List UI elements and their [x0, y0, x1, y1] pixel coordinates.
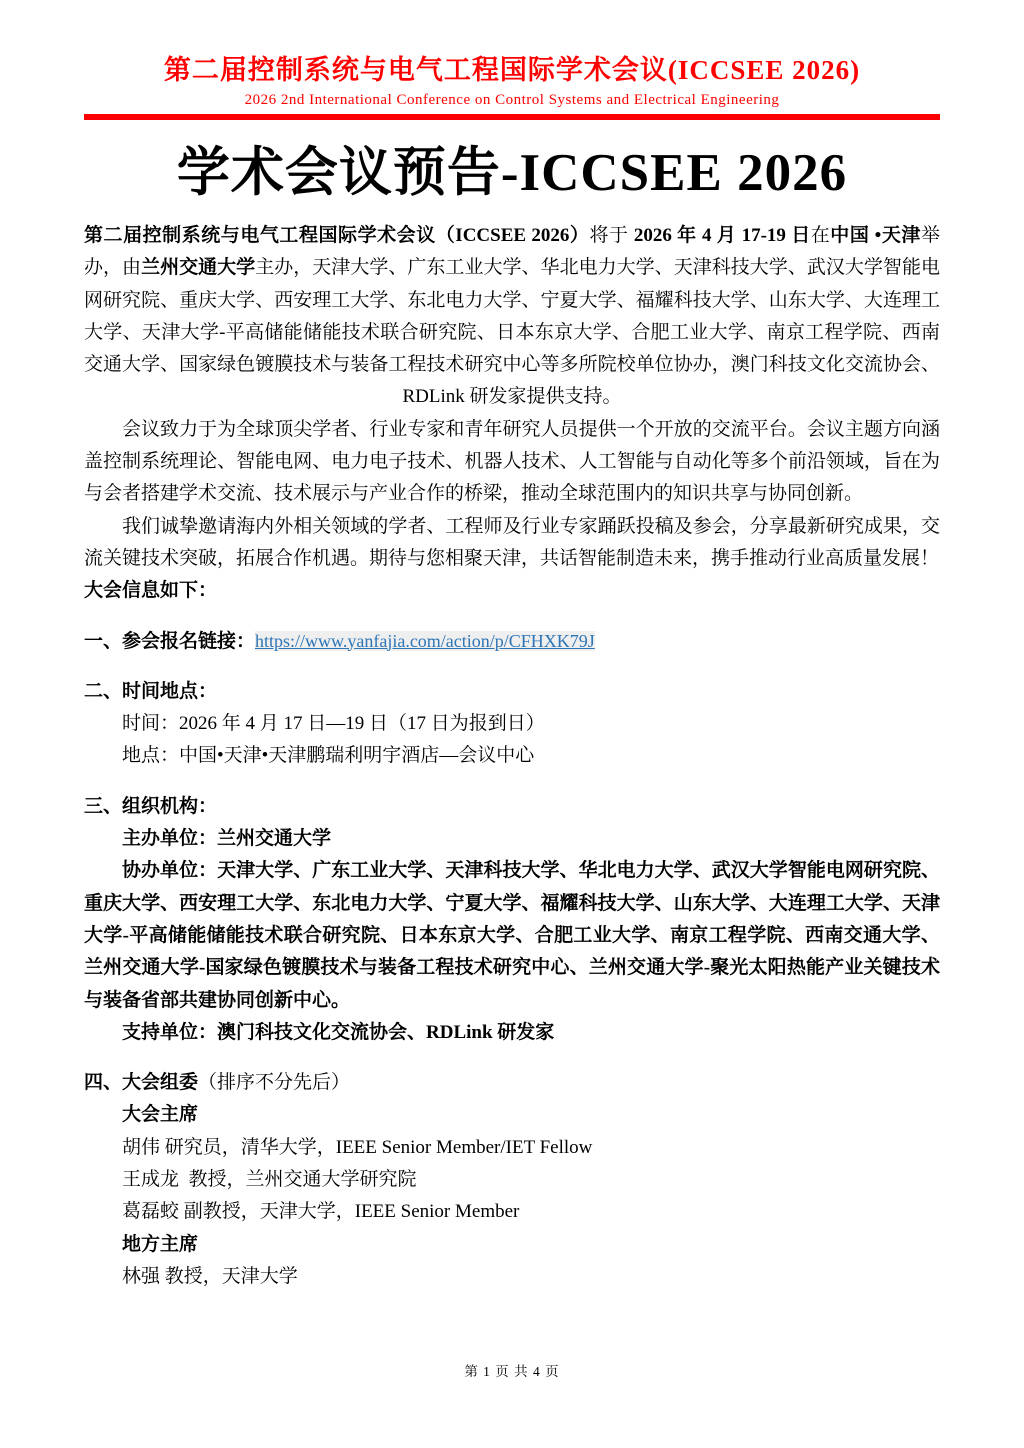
local-chair-label: 地方主席	[122, 1233, 199, 1255]
section-committee	[84, 1067, 940, 1293]
organization-heading: 三、组织机构：	[84, 795, 218, 817]
text-run: （排序不分先后）	[198, 1072, 351, 1094]
section-time-place	[84, 676, 940, 773]
registration-link[interactable]: https://www.yanfajia.com/action/p/CFHXK79J	[255, 630, 595, 651]
header-divider-line	[84, 114, 940, 120]
intro-paragraph-3: 我们诚挚邀请海内外相关领域的学者、工程师及行业专家踊跃投稿及参会，分享最新研究成果，交流关键技术突破，拓展合作机遇。期待与您相聚天津，共话智能制造未来，携手推动行业高质量发展！	[84, 515, 940, 569]
info-intro-label: 大会信息如下：	[84, 580, 218, 602]
text-run: 在	[810, 225, 831, 246]
section-registration	[84, 626, 940, 658]
page-title: 学术会议预告-ICCSEE 2026	[176, 143, 848, 202]
document-body	[84, 220, 940, 1293]
section-organization	[84, 791, 940, 1049]
header-title-cn: 第二届控制系统与电气工程国际学术会议(ICCSEE 2026)	[163, 55, 861, 85]
co-organizers-paragraph: 协办单位：天津大学、广东工业大学、天津科技大学、华北电力大学、武汉大学智能电网研究院、重庆大学、西安理工大学、东北电力大学、宁夏大学、福耀科技大学、山东大学、大连理工大学、天津大学-平高储能储能技术联合研究院、日本东京大学、合肥工业大学、南京工程学院、西南交通大学、兰州交通大学-国家绿色镀膜技术与装备工程技术研究中心、兰州交通大学-聚光太阳热能产业关键技术与装备省部共建协同创新中心。	[84, 860, 940, 1011]
conference-header	[84, 54, 940, 120]
chair-member-1: 胡伟 研究员，清华大学，IEEE Senior Member/IET Fellow	[122, 1136, 593, 1158]
text-run: 主办，天津大学、广东工业大学、华北电力大学、天津科技大学、武汉大学智能电网研究院、重庆大学、西安理工大学、东北电力大学、宁夏大学、福耀科技大学、山东大学、大连理工大学、天津大学-平高储能储能技术联合研究院、日本东京大学、合肥工业大学、南京工程学院、西南交通大学、国家绿色镀膜技术与装备工程技术研究中心等多所院校单位协办，澳门科技文化交流协会、RDLink 研发家提供支持。	[84, 257, 940, 408]
intro-paragraph-1	[84, 220, 940, 414]
text-run: 将于	[589, 225, 634, 246]
place-line: 地点：中国•天津•天津鹏瑞利明宇酒店—会议中心	[122, 745, 535, 767]
text-run: 兰州交通大学	[141, 257, 256, 279]
intro-paragraph-2: 会议致力于为全球顶尖学者、行业专家和青年研究人员提供一个开放的交流平台。会议主题方向涵盖控制系统理论、智能电网、电力电子技术、机器人技术、人工智能与自动化等多个前沿领域，旨在为与会者搭建学术交流、技术展示与产业合作的桥梁，推动全球范围内的知识共享与协同创新。	[84, 418, 940, 505]
registration-heading: 一、参会报名链接：	[84, 630, 256, 652]
text-run: 中国 •天津	[830, 225, 921, 246]
committee-heading	[84, 1067, 940, 1099]
support-line: 支持单位：澳门科技文化交流协会、RDLink 研发家	[122, 1021, 555, 1043]
time-line: 时间：2026 年 4 月 17 日—19 日（17 日为报到日）	[122, 713, 545, 735]
text-run: 四、大会组委	[84, 1072, 199, 1094]
text-run: 第二届控制系统与电气工程国际学术会议（ICCSEE 2026）	[84, 225, 590, 246]
local-chair-member-1: 林强 教授，天津大学	[122, 1265, 298, 1287]
text-run: 2026 年 4 月 17-19 日	[633, 225, 811, 246]
chair-label: 大会主席	[122, 1104, 199, 1126]
page-number: 第 1 页 共 4 页	[464, 1364, 560, 1379]
header-subtitle-en: 2026 2nd International Conference on Control Systems and Electrical Engineering	[244, 91, 780, 108]
chair-member-2: 王成龙 教授，兰州交通大学研究院	[122, 1169, 417, 1191]
chair-member-3: 葛磊蛟 副教授，天津大学，IEEE Senior Member	[122, 1201, 520, 1223]
host-line: 主办单位：兰州交通大学	[122, 828, 332, 850]
time-place-heading: 二、时间地点：	[84, 680, 218, 702]
text-run: 举办，由	[84, 225, 940, 279]
